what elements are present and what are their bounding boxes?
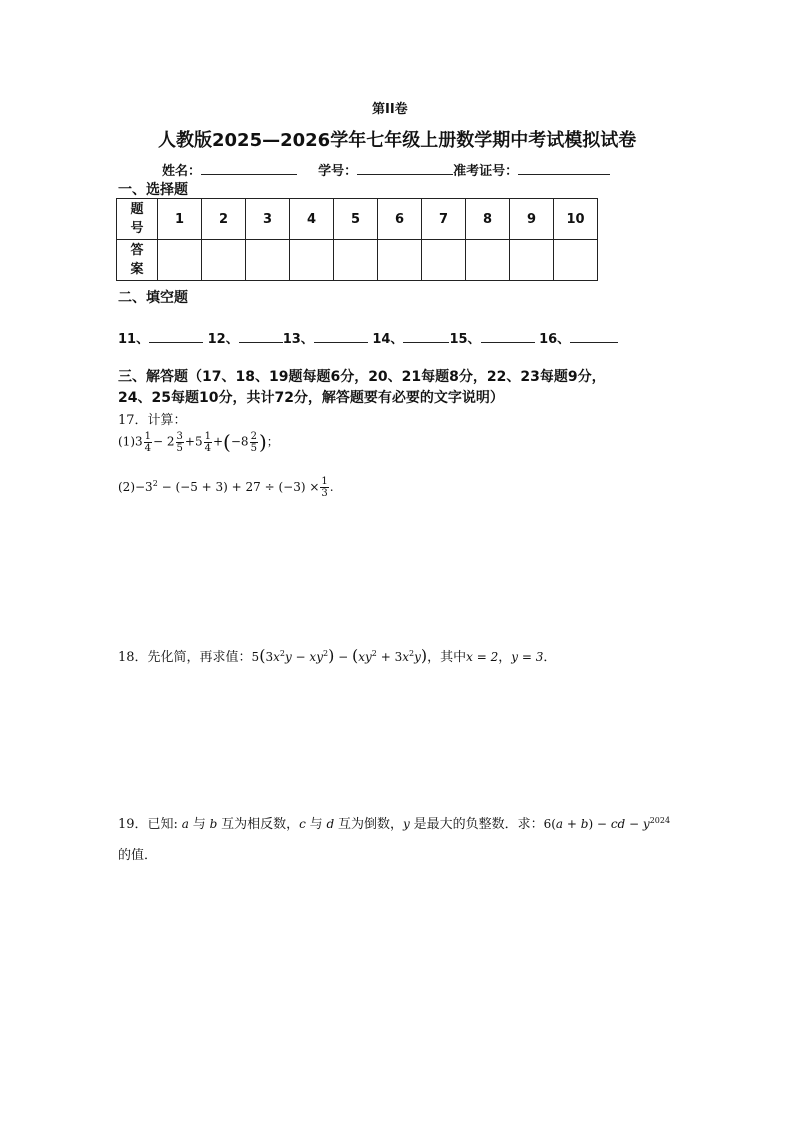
q19-text4: 互为倒数， — [337, 817, 403, 832]
exam-title: 人教版2025—2026学年七年级上册数学期中考试模拟试卷 — [158, 130, 637, 151]
answer-cell[interactable] — [246, 240, 290, 281]
id-label: 学号： — [318, 164, 358, 179]
q17-part2-prefix: (2) — [118, 480, 135, 494]
answer-row — [117, 240, 598, 281]
blank-13[interactable] — [314, 328, 368, 343]
blank-label-13: 13、 — [282, 332, 314, 347]
answer-cell[interactable] — [466, 240, 510, 281]
blank-12[interactable] — [239, 328, 283, 343]
answer-cell[interactable] — [554, 240, 598, 281]
section1-heading: 一、选择题 — [118, 182, 188, 198]
q17-part2: $(2)-3^2 - (-5 + 3) + 27 \div (-3)$ × $\frac{1}{3}$ . — [118, 476, 334, 499]
q19-label: 19．已知: — [118, 817, 178, 832]
name-label: 姓名： — [162, 164, 202, 179]
q17-part1: (1)3 $\frac{1}{4}$ − 2 $\frac{3}{5}$ +5 $\frac{1}{4}$ +(−8 $\frac{2}{5}$ )； — [118, 430, 279, 454]
table-cell: 5 — [334, 199, 378, 240]
table-cell: 8 — [466, 199, 510, 240]
q19-line1: 19．已知: a 与 b 互为相反数，c 与 d 互为倒数，y 是最大的负整数．求：6(a + b) − cd − $y^{2024}$ — [118, 816, 671, 832]
table-cell: 10 — [554, 199, 598, 240]
blank-label-15: 15、 — [449, 332, 481, 347]
exam-no-label: 准考证号： — [453, 164, 519, 179]
student-info-line — [162, 160, 610, 179]
answer-table — [116, 198, 598, 281]
section2-heading: 二、填空题 — [118, 290, 188, 306]
answer-cell[interactable] — [158, 240, 202, 281]
q19-text2: 互为相反数， — [221, 817, 300, 832]
q19-line2: 的值． — [118, 848, 158, 863]
blank-label-14: 14、 — [372, 332, 404, 347]
blank-label-16: 16、 — [539, 332, 571, 347]
section3-heading-line2: 24、25每题10分，共计72分，解答题要有必要的文字说明） — [118, 390, 504, 406]
q18-condition: ，其中 — [427, 650, 467, 665]
q18-line: 18．先化简，再求值：$5(3x^2y - xy^2) - (xy^2 + 3x^2y)$，其中x = 2，y = 3． — [118, 646, 557, 665]
row-label-answer: 答 案 — [117, 240, 158, 281]
table-cell: 6 — [378, 199, 422, 240]
q18-x-value: x = 2 — [466, 650, 499, 664]
table-cell: 7 — [422, 199, 466, 240]
q17-label: 17．计算： — [118, 413, 187, 428]
volume-label: 第II卷 — [372, 102, 408, 117]
blank-label-11: 11、 — [118, 332, 150, 347]
row-label-number: 题 号 — [117, 199, 158, 240]
answer-cell[interactable] — [510, 240, 554, 281]
q19-text5: 是最大的负整数．求： — [413, 817, 544, 832]
blank-15[interactable] — [481, 328, 535, 343]
table-cell: 1 — [158, 199, 202, 240]
q19-text1: 与 — [192, 817, 206, 832]
answer-cell[interactable] — [378, 240, 422, 281]
exam-no-field[interactable] — [518, 160, 610, 175]
q17-part1-prefix: (1) — [118, 434, 135, 449]
blank-14[interactable] — [403, 328, 449, 343]
q18-label: 18．先化简，再求值： — [118, 650, 252, 665]
blank-label-12: 12、 — [207, 332, 239, 347]
name-field[interactable] — [201, 160, 297, 175]
blank-16[interactable] — [570, 328, 618, 343]
answer-cell[interactable] — [202, 240, 246, 281]
answer-cell[interactable] — [290, 240, 334, 281]
answer-cell[interactable] — [422, 240, 466, 281]
table-cell: 4 — [290, 199, 334, 240]
table-cell: 9 — [510, 199, 554, 240]
fill-blank-line — [118, 328, 618, 347]
q18-y-value: y = 3 — [511, 650, 544, 664]
table-cell: 2 — [202, 199, 246, 240]
q19-text3: 与 — [309, 817, 323, 832]
section3-heading-line1: 三、解答题（17、18、19题每题6分，20、21每题8分，22、23每题9分， — [118, 369, 606, 385]
table-cell: 3 — [246, 199, 290, 240]
question-number-row — [117, 199, 598, 240]
id-field[interactable] — [357, 160, 453, 175]
blank-11[interactable] — [149, 328, 203, 343]
answer-cell[interactable] — [334, 240, 378, 281]
